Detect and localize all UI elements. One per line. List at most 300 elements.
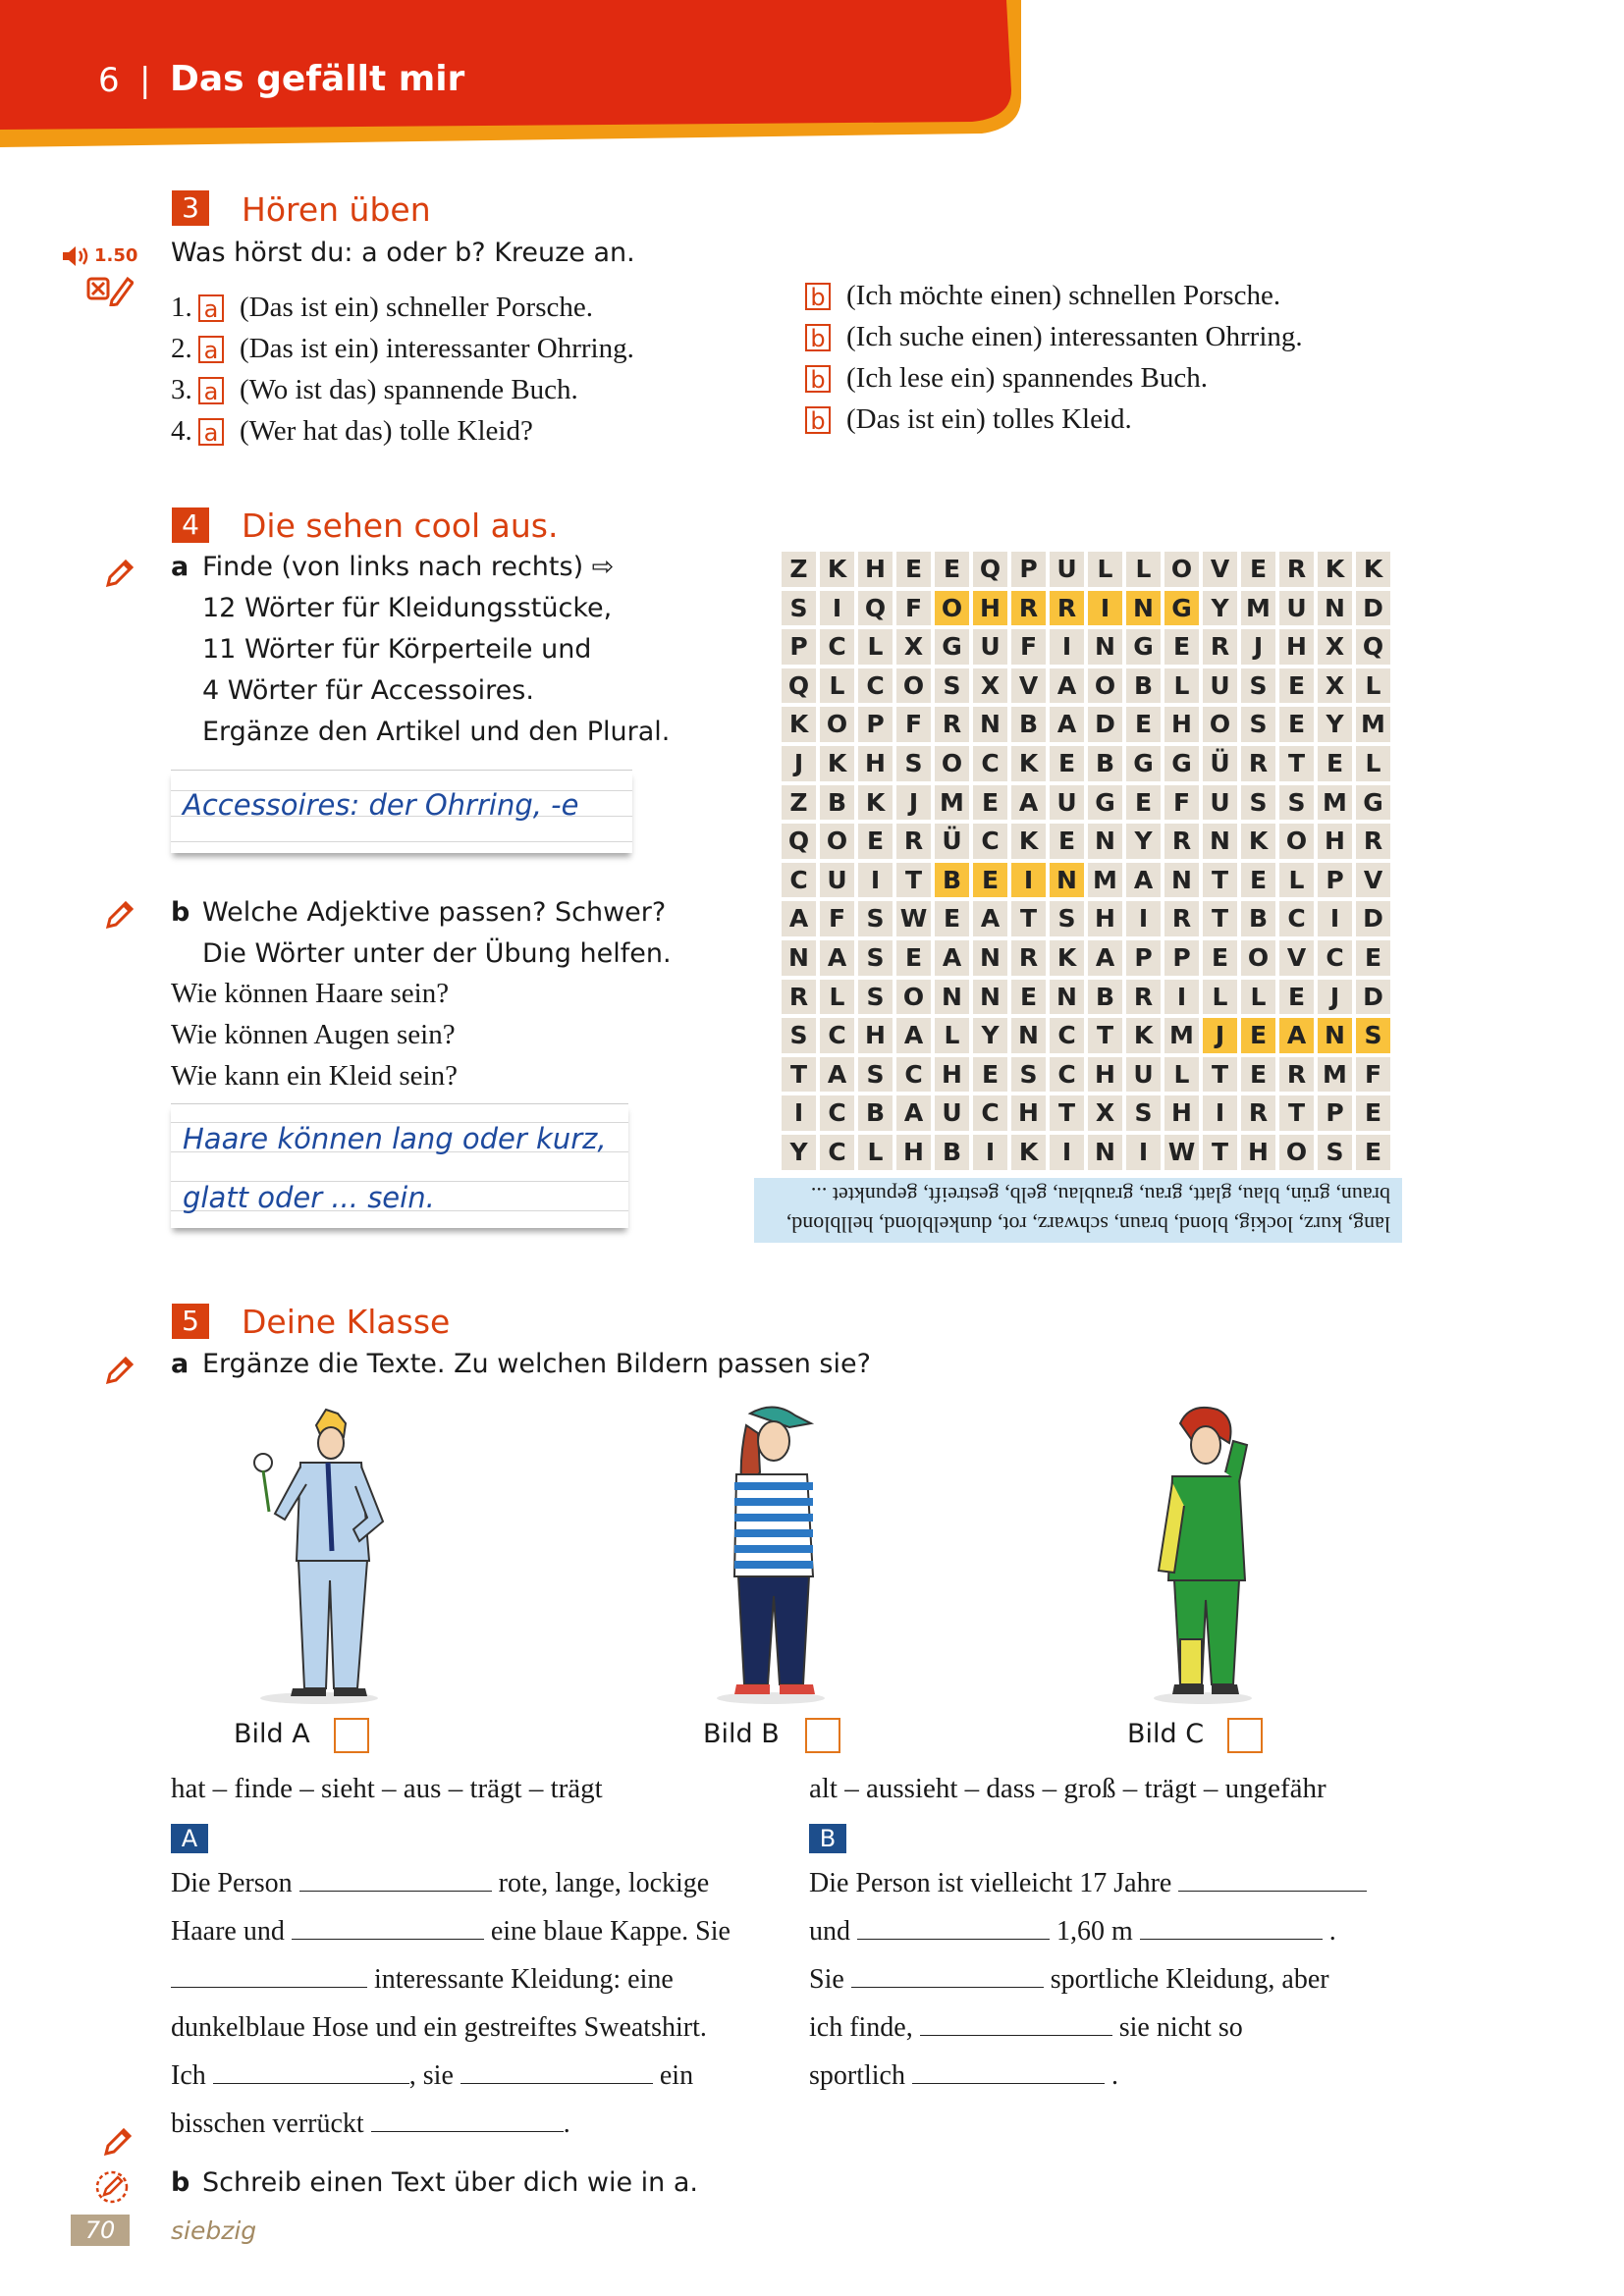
grid-letter[interactable]: B [1088,980,1122,1015]
grid-letter[interactable]: A [1279,1018,1314,1053]
grid-letter[interactable]: H [858,1018,893,1053]
grid-letter[interactable]: C [820,1135,854,1170]
grid-letter[interactable]: N [935,980,969,1015]
grid-letter[interactable]: K [1011,824,1046,859]
grid-letter[interactable]: I [973,1135,1007,1170]
grid-letter[interactable]: Y [782,1135,816,1170]
pencil-circle-icon [94,2165,134,2205]
audio-speaker-icon[interactable] [61,243,90,269]
checkbox-b[interactable]: b [805,324,831,351]
grid-letter[interactable]: P [858,707,893,742]
checkbox-a[interactable]: a [198,294,224,322]
grid-letter[interactable]: W [896,901,931,936]
grid-letter[interactable]: E [1126,785,1161,821]
grid-letter[interactable]: F [820,901,854,936]
grid-letter[interactable]: A [1011,785,1046,821]
grid-letter[interactable]: K [1050,940,1084,976]
grid-letter[interactable]: O [1279,824,1314,859]
grid-letter[interactable]: N [973,707,1007,742]
text-a-fragment: . [563,2109,570,2139]
grid-letter[interactable]: A [820,1057,854,1093]
grid-letter[interactable]: I [858,863,893,898]
grid-letter[interactable]: V [1279,940,1314,976]
grid-letter[interactable]: H [1088,901,1122,936]
grid-letter[interactable]: G [1164,746,1199,781]
grid-letter[interactable]: K [782,707,816,742]
grid-letter[interactable]: S [1241,707,1275,742]
grid-letter[interactable]: N [1050,863,1084,898]
gap-field[interactable] [460,2061,653,2084]
grid-letter[interactable]: I [1164,980,1199,1015]
gap-field[interactable] [299,1869,492,1892]
grid-letter[interactable]: B [1011,707,1046,742]
grid-letter[interactable]: R [1241,1095,1275,1131]
grid-letter[interactable]: H [1279,629,1314,665]
section-5b-instruction: Schreib einen Text über dich wie in a. [202,2167,698,2198]
grid-letter[interactable]: O [1241,940,1275,976]
grid-letter[interactable]: S [858,1057,893,1093]
grid-letter[interactable]: R [1164,824,1199,859]
grid-letter[interactable]: N [782,940,816,976]
grid-letter[interactable]: U [1203,785,1237,821]
grid-letter[interactable]: O [820,707,854,742]
grid-letter[interactable]: B [820,785,854,821]
word-search-grid [780,550,1392,1172]
grid-letter[interactable]: H [973,591,1007,626]
grid-letter[interactable]: K [1011,746,1046,781]
grid-letter[interactable]: H [1318,824,1352,859]
grid-letter[interactable]: K [820,552,854,587]
checkbox-b[interactable]: b [805,365,831,393]
grid-letter[interactable]: K [1356,552,1390,587]
grid-letter[interactable]: S [935,668,969,704]
grid-letter[interactable]: Q [782,668,816,704]
grid-letter[interactable]: D [1356,901,1390,936]
grid-letter[interactable]: S [1356,1018,1390,1053]
grid-letter[interactable]: I [1088,591,1122,626]
item-text: (Das ist ein) schneller Porsche. [240,292,593,323]
grid-letter[interactable]: I [782,1095,816,1131]
grid-letter[interactable]: P [1318,863,1352,898]
grid-letter[interactable]: I [1050,1135,1084,1170]
gap-field[interactable] [171,1965,367,1988]
grid-letter[interactable]: L [820,668,854,704]
grid-letter[interactable]: E [1241,1057,1275,1093]
grid-letter[interactable]: E [1279,668,1314,704]
grid-letter[interactable]: T [1279,746,1314,781]
picture-c-answer-box[interactable] [1227,1718,1263,1753]
grid-letter[interactable]: D [1088,707,1122,742]
text-b-tag: B [809,1824,846,1853]
grid-letter[interactable]: I [1011,863,1046,898]
grid-letter[interactable]: Y [1203,591,1237,626]
grid-letter[interactable]: X [973,668,1007,704]
grid-letter[interactable]: S [1126,1095,1161,1131]
grid-letter[interactable]: L [1356,746,1390,781]
gap-field[interactable] [851,1965,1044,1988]
grid-letter[interactable]: A [782,901,816,936]
grid-letter[interactable]: R [1356,824,1390,859]
grid-letter[interactable]: C [896,1057,931,1093]
grid-letter[interactable]: R [1126,980,1161,1015]
item-text: (Das ist ein) tolles Kleid. [846,403,1132,435]
grid-letter[interactable]: O [935,746,969,781]
grid-letter[interactable]: C [1279,901,1314,936]
grid-letter[interactable]: Z [782,552,816,587]
grid-letter[interactable]: H [1088,1057,1122,1093]
grid-letter[interactable]: S [1241,668,1275,704]
grid-letter[interactable]: O [1203,707,1237,742]
grid-letter[interactable]: Z [782,785,816,821]
grid-letter[interactable]: E [1164,629,1199,665]
grid-letter[interactable]: E [973,785,1007,821]
grid-letter[interactable]: I [1318,901,1352,936]
grid-letter[interactable]: T [1203,1135,1237,1170]
grid-letter[interactable]: I [1050,629,1084,665]
grid-letter[interactable]: E [1126,707,1161,742]
grid-letter[interactable]: M [1318,785,1352,821]
section-4a-line-4: 4 Wörter für Accessoires. [202,675,534,706]
grid-letter[interactable]: H [935,1057,969,1093]
grid-letter[interactable]: W [1164,1135,1199,1170]
grid-letter[interactable]: R [782,980,816,1015]
grid-letter[interactable]: C [973,824,1007,859]
grid-letter[interactable]: R [1011,940,1046,976]
grid-letter[interactable]: T [1203,863,1237,898]
grid-letter[interactable]: M [1088,863,1122,898]
grid-letter[interactable]: N [1203,824,1237,859]
grid-letter[interactable]: D [1356,591,1390,626]
grid-letter[interactable]: L [1241,980,1275,1015]
grid-letter[interactable]: A [820,940,854,976]
grid-letter[interactable]: O [1164,552,1199,587]
gap-field[interactable] [213,2061,409,2084]
grid-letter[interactable]: N [1011,1018,1046,1053]
grid-letter[interactable]: U [973,629,1007,665]
grid-letter[interactable]: N [1088,824,1122,859]
grid-letter[interactable]: L [1279,863,1314,898]
grid-letter[interactable]: X [896,629,931,665]
grid-letter[interactable]: L [820,980,854,1015]
grid-letter[interactable]: G [935,629,969,665]
grid-letter[interactable]: L [1126,552,1161,587]
grid-letter[interactable]: L [935,1018,969,1053]
grid-letter[interactable]: J [1241,629,1275,665]
grid-letter[interactable]: U [1126,1057,1161,1093]
checkbox-a[interactable]: a [198,377,224,404]
grid-letter[interactable]: C [1050,1018,1084,1053]
grid-letter[interactable]: V [1011,668,1046,704]
grid-letter[interactable]: Ü [1203,746,1237,781]
grid-letter[interactable]: K [1241,824,1275,859]
grid-letter[interactable]: C [858,668,893,704]
grid-letter[interactable]: E [1241,1018,1275,1053]
grid-letter[interactable]: E [1279,707,1314,742]
grid-letter[interactable]: C [782,863,816,898]
grid-letter[interactable]: R [1279,552,1314,587]
grid-letter[interactable]: Q [973,552,1007,587]
grid-letter[interactable]: O [896,668,931,704]
grid-letter[interactable]: J [782,746,816,781]
grid-letter[interactable]: N [973,940,1007,976]
grid-letter[interactable]: N [973,980,1007,1015]
grid-letter[interactable]: F [1356,1057,1390,1093]
grid-letter[interactable]: B [1126,668,1161,704]
grid-letter[interactable]: E [1050,746,1084,781]
picture-a-answer-box[interactable] [334,1718,369,1753]
grid-letter[interactable]: N [1088,1135,1122,1170]
grid-letter[interactable]: E [1241,552,1275,587]
grid-letter[interactable]: U [1050,785,1084,821]
grid-letter[interactable]: L [1203,980,1237,1015]
grid-letter[interactable]: P [1011,552,1046,587]
grid-letter[interactable]: J [896,785,931,821]
grid-letter[interactable]: I [1126,901,1161,936]
text-b-fragment: . [1328,1916,1336,1947]
grid-letter[interactable]: X [1318,629,1352,665]
grid-letter[interactable]: Q [782,824,816,859]
grid-letter[interactable]: L [1356,668,1390,704]
grid-letter[interactable]: T [1203,901,1237,936]
grid-letter[interactable]: A [935,940,969,976]
grid-letter[interactable]: T [1088,1018,1122,1053]
grid-letter[interactable]: K [1011,1135,1046,1170]
text-a-fragment: Die Person [171,1868,293,1898]
gap-field[interactable] [1140,1917,1323,1940]
grid-letter[interactable]: V [1356,863,1390,898]
grid-letter[interactable]: U [935,1095,969,1131]
grid-letter[interactable]: S [1318,1135,1352,1170]
grid-letter[interactable]: J [1318,980,1352,1015]
grid-letter[interactable]: A [1050,707,1084,742]
grid-letter[interactable]: G [1164,591,1199,626]
grid-letter[interactable]: E [1279,980,1314,1015]
grid-letter[interactable]: I [1203,1095,1237,1131]
grid-letter[interactable]: R [1203,629,1237,665]
grid-letter[interactable]: N [1318,1018,1352,1053]
grid-letter[interactable]: E [973,1057,1007,1093]
grid-letter[interactable]: R [1241,746,1275,781]
grid-letter[interactable]: R [1164,901,1199,936]
grid-letter[interactable]: F [896,591,931,626]
grid-letter[interactable]: H [1011,1095,1046,1131]
grid-letter[interactable]: T [1203,1057,1237,1093]
gap-field[interactable] [292,1917,484,1940]
grid-letter[interactable]: M [935,785,969,821]
grid-letter[interactable]: H [858,746,893,781]
grid-letter[interactable]: Y [1318,707,1352,742]
grid-letter[interactable]: C [820,1018,854,1053]
grid-letter[interactable]: K [1318,552,1352,587]
pencil-icon [104,1355,135,1386]
grid-letter[interactable]: M [1318,1057,1352,1093]
grid-letter[interactable]: Y [973,1018,1007,1053]
grid-letter[interactable]: E [935,901,969,936]
grid-letter[interactable]: G [1126,629,1161,665]
grid-letter[interactable]: H [1164,707,1199,742]
gap-field[interactable] [1178,1869,1367,1892]
grid-letter[interactable]: S [1279,785,1314,821]
grid-letter[interactable]: K [858,785,893,821]
grid-letter[interactable]: M [1241,591,1275,626]
grid-letter[interactable]: E [1050,824,1084,859]
grid-letter[interactable]: T [896,863,931,898]
grid-letter[interactable]: S [858,940,893,976]
grid-letter[interactable]: S [858,980,893,1015]
grid-letter[interactable]: H [1241,1135,1275,1170]
grid-letter[interactable]: R [1279,1057,1314,1093]
grid-letter[interactable]: O [1088,668,1122,704]
grid-letter[interactable]: E [935,552,969,587]
grid-letter[interactable]: S [1050,901,1084,936]
checkbox-a[interactable]: a [198,418,224,446]
grid-letter[interactable]: G [1088,785,1122,821]
grid-letter[interactable]: B [1241,901,1275,936]
grid-letter[interactable]: M [1356,707,1390,742]
grid-letter[interactable]: B [858,1095,893,1131]
section-5a-label: a [171,1349,189,1379]
grid-letter[interactable]: S [896,746,931,781]
grid-letter[interactable]: N [1318,591,1352,626]
grid-letter[interactable]: K [1126,1018,1161,1053]
grid-letter[interactable]: U [1203,668,1237,704]
grid-letter[interactable]: C [1318,940,1352,976]
grid-letter[interactable]: M [1164,1018,1199,1053]
grid-letter[interactable]: N [1050,980,1084,1015]
grid-letter[interactable]: N [1164,863,1199,898]
grid-letter[interactable]: X [1088,1095,1122,1131]
grid-letter[interactable]: A [896,1018,931,1053]
grid-letter[interactable]: Q [858,591,893,626]
checkbox-a[interactable]: a [198,336,224,363]
grid-letter[interactable]: T [1050,1095,1084,1131]
gap-field[interactable] [371,2109,564,2132]
grid-letter[interactable]: X [1318,668,1352,704]
grid-letter[interactable]: S [1241,785,1275,821]
grid-letter[interactable]: T [1279,1095,1314,1131]
grid-letter[interactable]: Ü [935,824,969,859]
grid-letter[interactable]: E [1356,1095,1390,1131]
grid-letter[interactable]: K [820,746,854,781]
listen-item-1b [805,280,1280,312]
grid-letter[interactable]: L [858,629,893,665]
gap-field[interactable] [920,2013,1112,2036]
grid-letter[interactable]: V [1203,552,1237,587]
grid-letter[interactable]: A [1088,940,1122,976]
grid-letter[interactable]: H [1164,1095,1199,1131]
grid-letter[interactable]: L [858,1135,893,1170]
grid-letter[interactable]: E [1241,863,1275,898]
grid-letter[interactable]: L [1164,668,1199,704]
grid-letter[interactable]: U [1050,552,1084,587]
grid-letter[interactable]: E [1203,940,1237,976]
grid-letter[interactable]: J [1203,1018,1237,1053]
text-a-fragment: Ich [171,2060,206,2091]
grid-letter[interactable]: N [1088,629,1122,665]
grid-letter[interactable]: C [820,629,854,665]
grid-letter[interactable]: R [1011,591,1046,626]
grid-letter[interactable]: C [820,1095,854,1131]
grid-letter[interactable]: S [858,901,893,936]
grid-letter[interactable]: P [1318,1095,1352,1131]
checkbox-b[interactable]: b [805,283,831,310]
grid-letter[interactable]: C [1050,1057,1084,1093]
grid-letter[interactable]: R [1050,591,1084,626]
grid-letter[interactable]: E [858,824,893,859]
gap-field[interactable] [857,1917,1050,1940]
grid-letter[interactable]: A [1126,863,1161,898]
grid-letter[interactable]: G [1356,785,1390,821]
grid-letter[interactable]: F [896,707,931,742]
grid-letter[interactable]: B [935,1135,969,1170]
grid-letter[interactable]: T [782,1057,816,1093]
text-b-fragment: 1,60 m [1056,1916,1133,1947]
grid-letter[interactable]: H [858,552,893,587]
grid-letter[interactable]: A [1050,668,1084,704]
grid-letter[interactable]: S [782,1018,816,1053]
grid-letter[interactable]: Q [1356,629,1390,665]
grid-letter[interactable]: E [1011,980,1046,1015]
grid-letter[interactable]: F [1164,785,1199,821]
grid-letter[interactable]: O [1279,1135,1314,1170]
section-4a-line-2: 12 Wörter für Kleidungsstücke, [202,593,613,623]
grid-letter[interactable]: Y [1126,824,1161,859]
text-a-fragment: Haare und [171,1916,285,1947]
grid-letter[interactable]: A [973,901,1007,936]
grid-letter[interactable]: S [1011,1057,1046,1093]
text-b-fragment: Die Person ist vielleicht 17 Jahre [809,1868,1172,1898]
grid-letter[interactable]: C [973,746,1007,781]
grid-letter[interactable]: G [1126,746,1161,781]
grid-letter[interactable]: E [1356,940,1390,976]
word-bank-right: alt – aussieht – dass – groß – trägt – ungefähr [809,1773,1326,1804]
grid-letter[interactable]: I [1126,1135,1161,1170]
grid-letter[interactable]: E [973,863,1007,898]
grid-letter[interactable]: F [1011,629,1046,665]
grid-letter[interactable]: A [896,1095,931,1131]
grid-letter[interactable]: D [1356,980,1390,1015]
grid-letter[interactable]: B [935,863,969,898]
grid-letter[interactable]: S [782,591,816,626]
grid-letter[interactable]: O [820,824,854,859]
grid-letter[interactable]: L [1088,552,1122,587]
grid-letter[interactable]: R [935,707,969,742]
checkbox-b[interactable]: b [805,406,831,434]
grid-letter[interactable]: E [896,552,931,587]
grid-letter[interactable]: N [1126,591,1161,626]
grid-letter[interactable]: B [1088,746,1122,781]
grid-letter[interactable]: I [820,591,854,626]
grid-letter[interactable]: O [896,980,931,1015]
picture-c-label: Bild C [1127,1719,1205,1749]
grid-letter[interactable]: U [820,863,854,898]
grid-letter[interactable]: H [896,1135,931,1170]
grid-letter[interactable]: T [1011,901,1046,936]
grid-letter[interactable]: P [782,629,816,665]
grid-letter[interactable]: C [973,1095,1007,1131]
grid-letter[interactable]: E [1356,1135,1390,1170]
gap-field[interactable] [912,2061,1105,2084]
grid-letter[interactable]: U [1279,591,1314,626]
grid-letter[interactable]: L [1164,1057,1199,1093]
grid-letter[interactable]: R [896,824,931,859]
picture-b-answer-box[interactable] [805,1718,840,1753]
grid-letter[interactable]: P [1126,940,1161,976]
grid-letter[interactable]: O [935,591,969,626]
grid-letter[interactable]: P [1164,940,1199,976]
grid-letter[interactable]: E [1318,746,1352,781]
grid-letter[interactable]: E [896,940,931,976]
